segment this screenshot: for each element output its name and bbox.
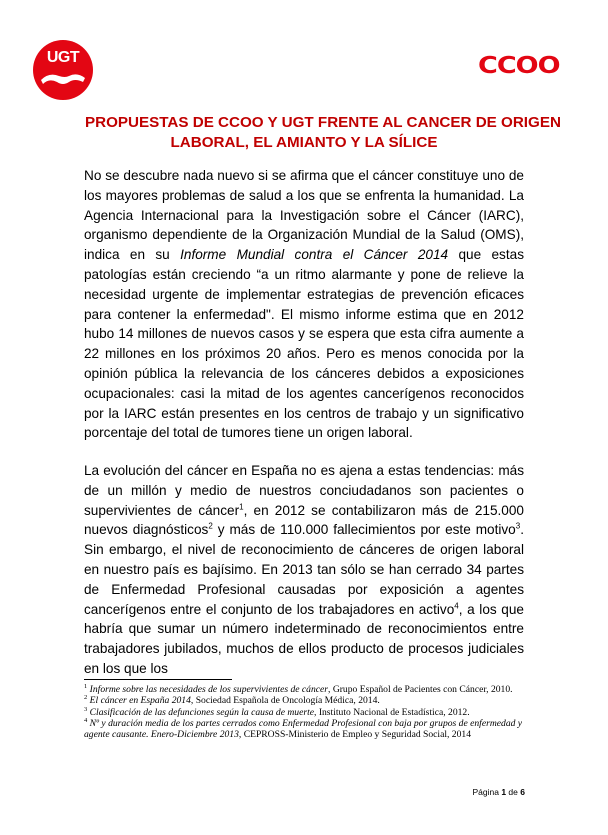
report-title-italic: Informe Mundial contra el Cáncer 2014 [180, 247, 449, 263]
footnote-ref-2[interactable]: 2 [208, 521, 213, 531]
footnote-ref-4[interactable]: 4 [454, 601, 459, 611]
footnote-3: $^3$ Clasificación de las defunciones según la causa de muerte, Instituto Nacional de Estadística, 2012. [84, 705, 470, 718]
footnotes [84, 684, 530, 740]
paragraph-1-text-b: que estas patologías están creciendo “a un ritmo alarmante y pone de relieve la necesidad urgente de implementar estrategias de prevención eficaces para contener la enfermedad". El mismo informe estima que en 2012 hubo 14 millones de nuevos casos y se espera que esta cifra aumente a 22 millones en los próximos 20 años. Pero es menos conocida por la opinión pública la relevancia de los cánceres debidos a exposiciones ocupacionales: casi la mitad de los agentes cancerígenos reconocidos por la IARC están presentes en los centros de trabajo y un significativo porcentaje del total de tumores tiene un origen laboral. [84, 247, 524, 441]
paragraph-2-text-a: La evolución del cáncer en España no es ajena a estas tendencias: más de un millón y medio de nuestros conciudadanos son pacientes o supervivientes de cáncer [84, 463, 524, 518]
ccoo-logo [478, 52, 560, 80]
footnote-4: $^4$ Nº y duración media de los partes cerrados como Enfermedad Profesional con baja por grupos de enfermedad y agente causante. Enero-Diciembre 2013, CEPROSS-Ministerio de Empleo y Seguridad Social, 2014 [84, 716, 523, 741]
page-title [85, 113, 561, 153]
paragraph-2-text-e: , a los que habría que sumar un número indeterminado de reconocimientos entre trabajadores jubilados, muchos de ellos producto de procesos judiciales en los que los [84, 601, 524, 676]
page-number: Página 1 de 6 [472, 787, 525, 797]
paragraph-2-text-d: . Sin embargo, el nivel de reconocimiento de cánceres de origen laboral en nuestro país es bajísimo. En 2013 tan sólo se han cerrado 34 partes de Enfermedad Profesional causadas por exposición a agentes cancerígenos entre el conjunto de los trabajadores en activo [84, 522, 524, 617]
title-line-1: PROPUESTAS DE CCOO Y UGT FRENTE AL CANCER DE ORIGEN [85, 114, 561, 131]
footnote-ref-1[interactable]: 1 [239, 502, 244, 512]
footnote-2: $^2$ El cáncer en España 2014, Sociedad Española de Oncología Médica, 2014. [84, 694, 380, 707]
ugt-logo-circle [33, 40, 93, 100]
footnote-ref-3[interactable]: 3 [515, 521, 521, 531]
paragraph-2-text-b: , en 2012 se contabilizaron más de 215.000 nuevos diagnósticos [84, 502, 524, 538]
paragraph-1-text-a: No se descubre nada nuevo si se afirma que el cáncer constituye uno de los mayores problemas de salud a los que se enfrenta la humanidad. La Agencia Internacional para la Investigación sobre el Cáncer (IARC), organismo dependiente de la Organización Mundial de la Salud (OMS), indica en su [84, 168, 524, 263]
paragraph-2 [84, 461, 524, 679]
ugt-logo-text: UGT [46, 49, 80, 66]
handshake-icon [39, 68, 87, 90]
paragraph-2-text-c: y más de 110.000 fallecimientos por este motivo [212, 522, 516, 538]
title-line-2: LABORAL, EL AMIANTO Y LA SÍLICE [170, 134, 438, 151]
footnote-1: $^1$ Informe sobre las necesidades de los supervivientes de cáncer, Grupo Español de Pacientes con Cáncer, 2010. [84, 682, 513, 695]
paragraph-1 [84, 166, 524, 443]
ccoo-logo-text: CCOO [478, 52, 560, 80]
ugt-logo [33, 40, 93, 100]
footnote-divider [84, 679, 232, 680]
